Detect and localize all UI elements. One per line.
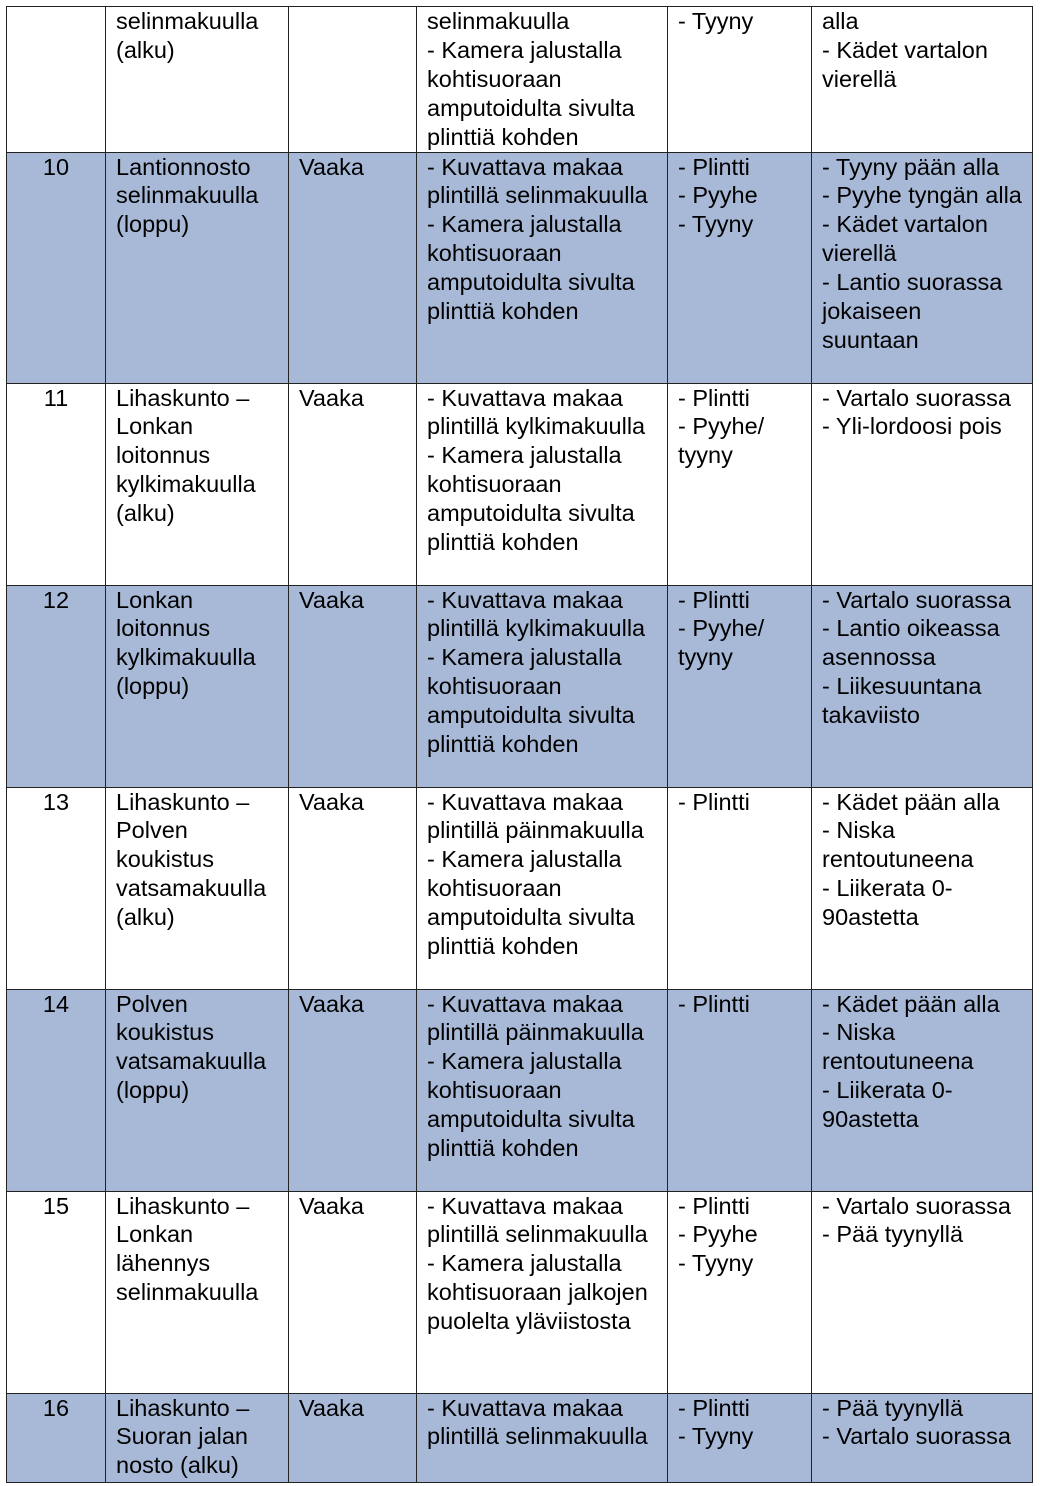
- equipment-cell: - Plintti - Tyyny: [668, 1393, 812, 1482]
- equipment-cell: - Plintti - Pyyhe - Tyyny: [668, 1191, 812, 1393]
- table-row: [7, 1191, 1033, 1393]
- exercise-name-cell: Lonkan loitonnus kylkimakuulla (loppu): [106, 585, 289, 787]
- equipment-cell: - Plintti - Pyyhe/ tyyny: [668, 383, 812, 585]
- equipment-cell: - Plintti - Pyyhe - Tyyny: [668, 152, 812, 383]
- exercise-name-cell: Polven koukistus vatsamakuulla (loppu): [106, 989, 289, 1191]
- table-row: [7, 989, 1033, 1191]
- setup-cell: - Kuvattava makaa plintillä selinmakuulla: [417, 1393, 668, 1482]
- row-number-cell: [7, 7, 106, 153]
- orientation-cell: [289, 7, 417, 153]
- exercise-table: [6, 6, 1033, 1483]
- orientation-cell: Vaaka: [289, 989, 417, 1191]
- table-row: [7, 152, 1033, 383]
- orientation-cell: Vaaka: [289, 585, 417, 787]
- notes-cell: - Vartalo suorassa - Lantio oikeassa asennossa - Liikesuuntana takaviisto: [812, 585, 1033, 787]
- setup-cell: - Kuvattava makaa plintillä päinmakuulla - Kamera jalustalla kohtisuoraan amputoidulta sivulta plinttiä kohden: [417, 989, 668, 1191]
- exercise-name-cell: Lihaskunto – Polven koukistus vatsamakuulla (alku): [106, 787, 289, 989]
- row-number-cell: 13: [7, 787, 106, 989]
- notes-cell: - Pää tyynyllä - Vartalo suorassa: [812, 1393, 1033, 1482]
- notes-cell: - Vartalo suorassa - Yli-lordoosi pois: [812, 383, 1033, 585]
- table-row: [7, 7, 1033, 153]
- table-row: [7, 585, 1033, 787]
- orientation-cell: Vaaka: [289, 787, 417, 989]
- row-number-cell: 16: [7, 1393, 106, 1482]
- exercise-name-cell: Lihaskunto – Suoran jalan nosto (alku): [106, 1393, 289, 1482]
- row-number-cell: 15: [7, 1191, 106, 1393]
- orientation-cell: Vaaka: [289, 1191, 417, 1393]
- notes-cell: - Kädet pään alla - Niska rentoutuneena - Liikerata 0-90astetta: [812, 989, 1033, 1191]
- setup-cell: - Kuvattava makaa plintillä kylkimakuulla - Kamera jalustalla kohtisuoraan amputoidulta sivulta plinttiä kohden: [417, 383, 668, 585]
- exercise-name-cell: Lihaskunto – Lonkan lähennys selinmakuulla: [106, 1191, 289, 1393]
- setup-cell: - Kuvattava makaa plintillä kylkimakuulla - Kamera jalustalla kohtisuoraan amputoidulta sivulta plinttiä kohden: [417, 585, 668, 787]
- equipment-cell: - Tyyny: [668, 7, 812, 153]
- setup-cell: - Kuvattava makaa plintillä päinmakuulla - Kamera jalustalla kohtisuoraan amputoidulta sivulta plinttiä kohden: [417, 787, 668, 989]
- setup-cell: - Kuvattava makaa plintillä selinmakuulla - Kamera jalustalla kohtisuoraan amputoidulta sivulta plinttiä kohden: [417, 152, 668, 383]
- equipment-cell: - Plintti: [668, 787, 812, 989]
- row-number-cell: 11: [7, 383, 106, 585]
- table-row: [7, 1393, 1033, 1482]
- row-number-cell: 14: [7, 989, 106, 1191]
- row-number-cell: 12: [7, 585, 106, 787]
- equipment-cell: - Plintti - Pyyhe/ tyyny: [668, 585, 812, 787]
- exercise-name-cell: selinmakuulla (alku): [106, 7, 289, 153]
- table-row: [7, 787, 1033, 989]
- table-row: [7, 383, 1033, 585]
- orientation-cell: Vaaka: [289, 1393, 417, 1482]
- row-number-cell: 10: [7, 152, 106, 383]
- equipment-cell: - Plintti: [668, 989, 812, 1191]
- setup-cell: selinmakuulla - Kamera jalustalla kohtisuoraan amputoidulta sivulta plinttiä kohden: [417, 7, 668, 153]
- notes-cell: - Vartalo suorassa - Pää tyynyllä: [812, 1191, 1033, 1393]
- exercise-name-cell: Lantionnosto selinmakuulla (loppu): [106, 152, 289, 383]
- notes-cell: - Tyyny pään alla - Pyyhe tyngän alla - Kädet vartalon vierellä - Lantio suorassa jokaiseen suuntaan: [812, 152, 1033, 383]
- orientation-cell: Vaaka: [289, 152, 417, 383]
- notes-cell: alla - Kädet vartalon vierellä: [812, 7, 1033, 153]
- orientation-cell: Vaaka: [289, 383, 417, 585]
- setup-cell: - Kuvattava makaa plintillä selinmakuulla - Kamera jalustalla kohtisuoraan jalkojen puolelta yläviistosta: [417, 1191, 668, 1393]
- notes-cell: - Kädet pään alla - Niska rentoutuneena - Liikerata 0-90astetta: [812, 787, 1033, 989]
- exercise-name-cell: Lihaskunto – Lonkan loitonnus kylkimakuulla (alku): [106, 383, 289, 585]
